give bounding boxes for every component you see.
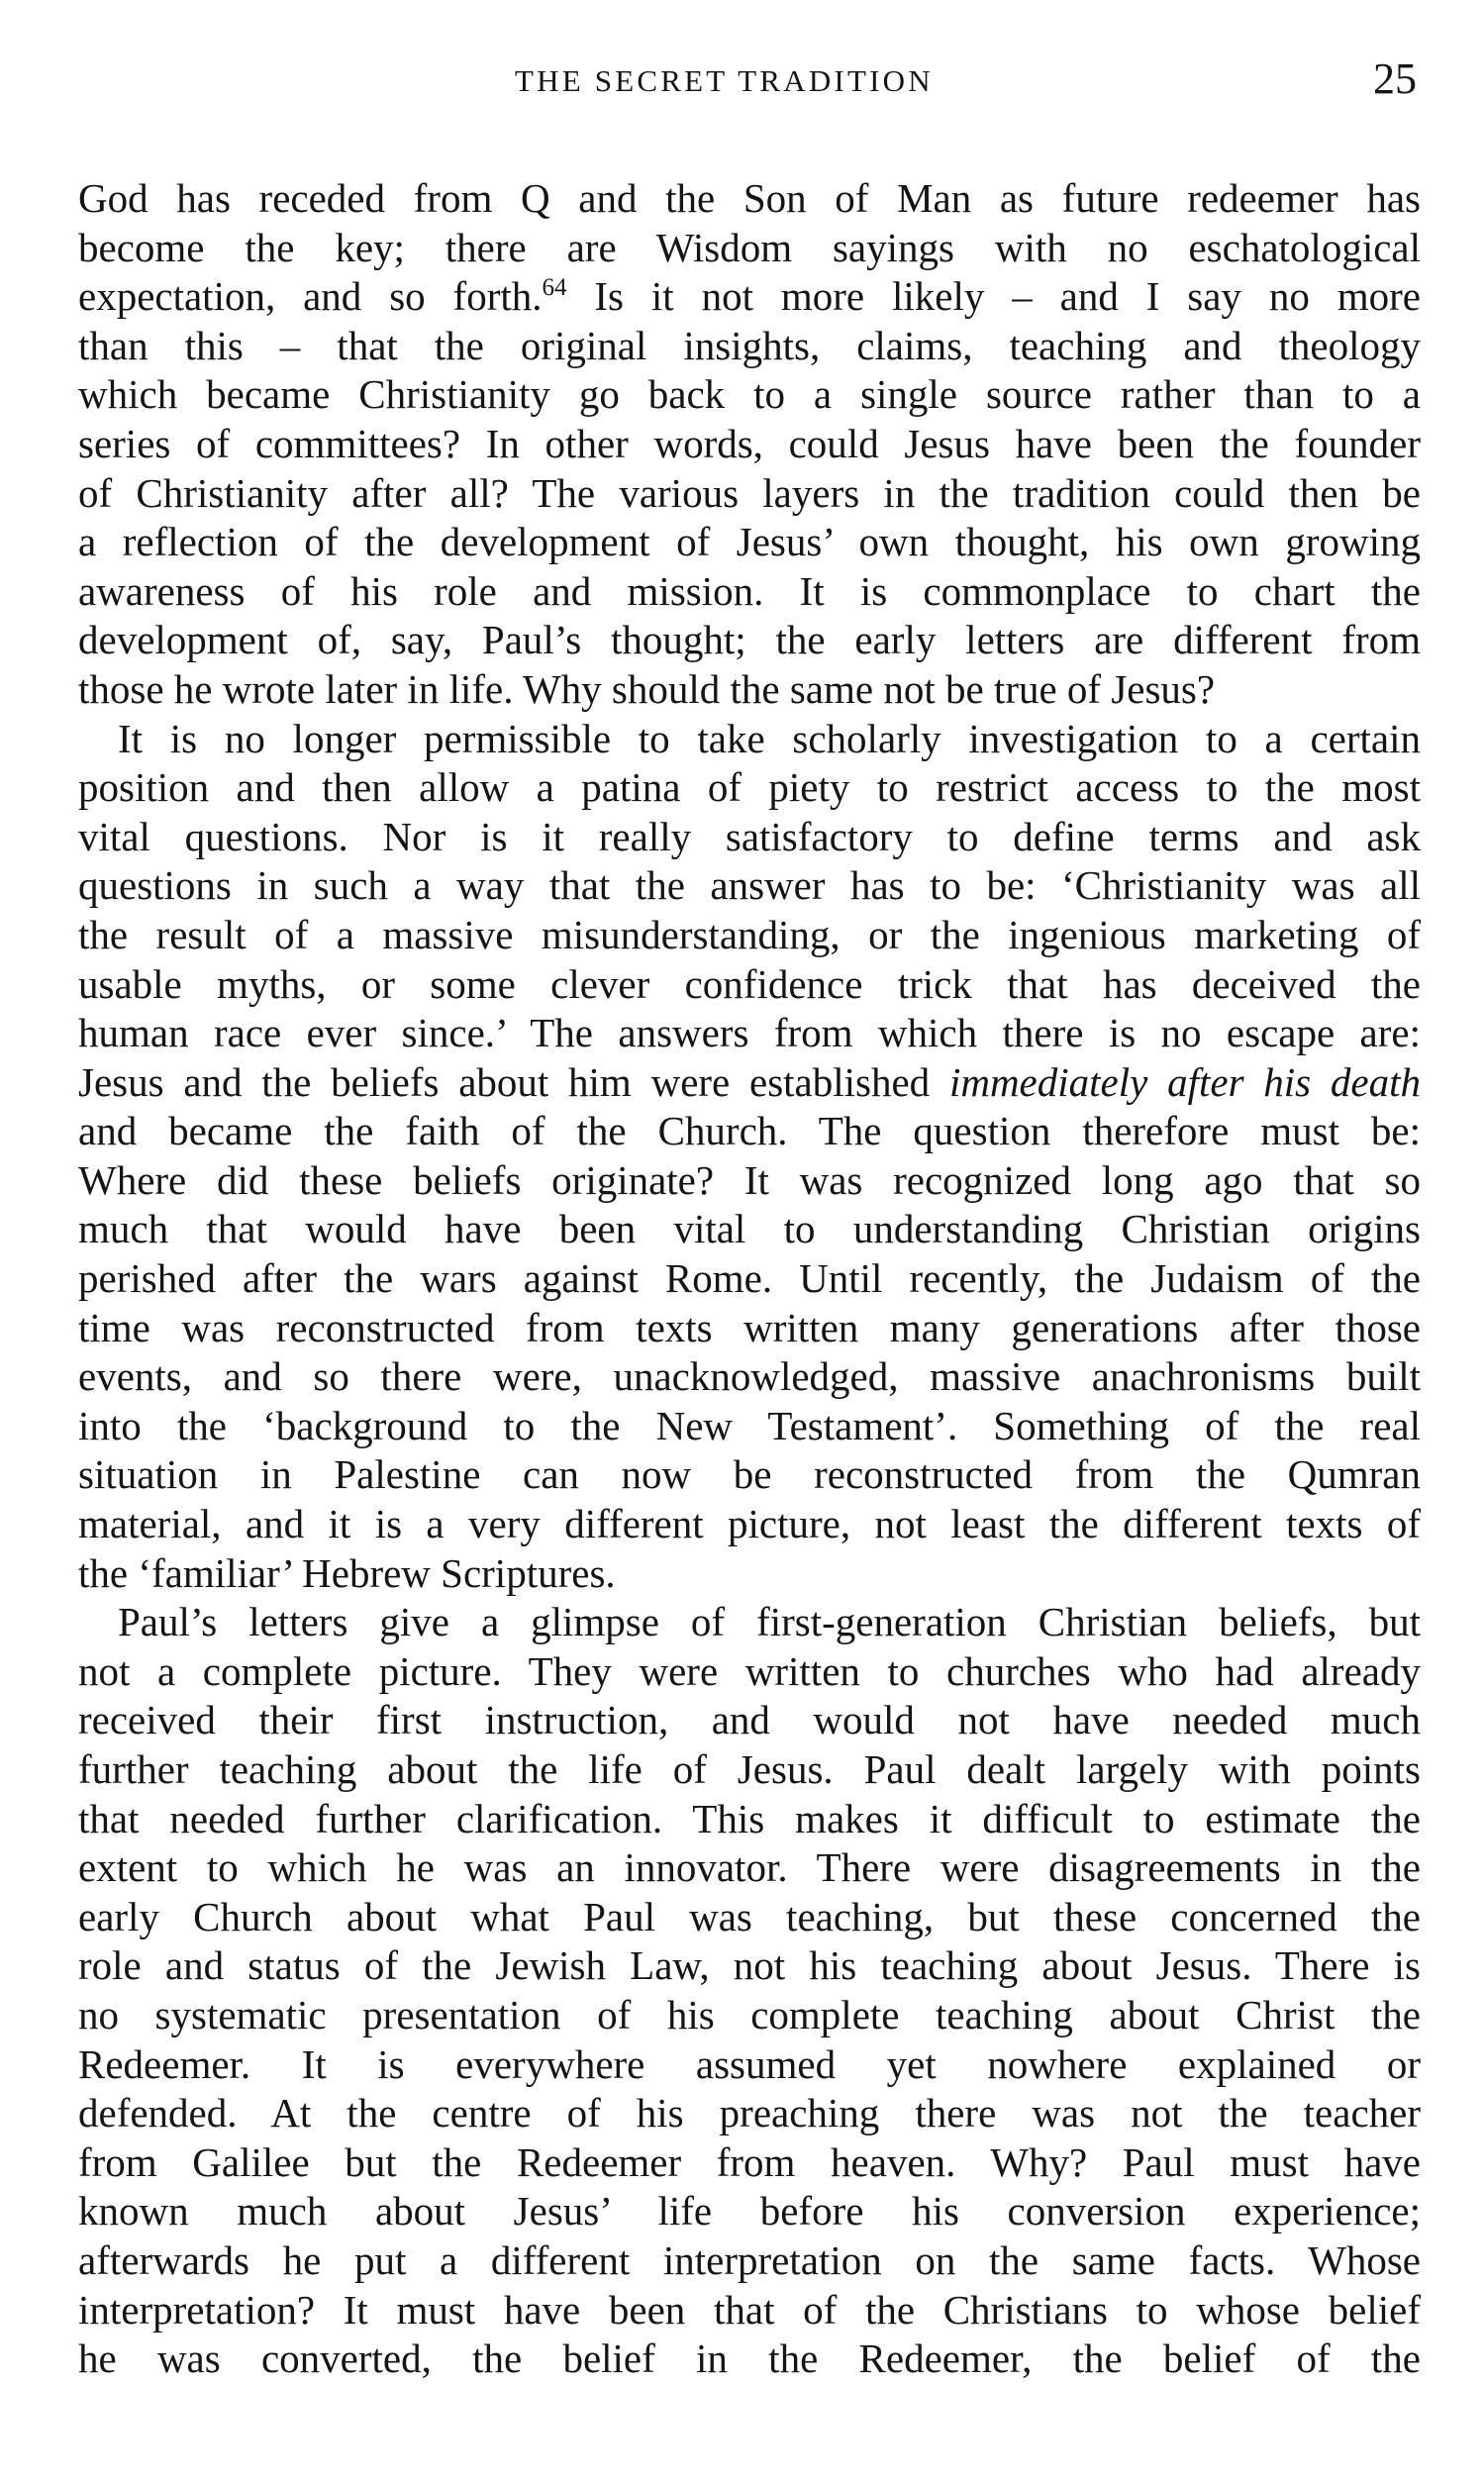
text-line: Redeemer. It is everywhere assumed yet nowhere explained or	[78, 2040, 1421, 2087]
text-line: no systematic presentation of his complete teaching about Christ the	[78, 1991, 1421, 2037]
text-line: material, and it is a very different picture, not least the different texts of	[78, 1501, 1421, 1547]
footnote-reference: 64	[542, 274, 567, 302]
text-line: much that would have been vital to understanding Christian origins	[78, 1206, 1421, 1252]
text-line: Paul’s letters give a glimpse of first-generation Christian beliefs, but	[118, 1599, 1421, 1645]
text-line: series of committees? In other words, could Jesus have been the founder	[78, 420, 1421, 466]
text-line: situation in Palestine can now be reconstructed from the Qumran	[78, 1451, 1421, 1498]
text-line: events, and so there were, unacknowledged, massive anachronisms built	[78, 1353, 1421, 1400]
text-line: from Galilee but the Redeemer from heaven. Why? Paul must have	[78, 2138, 1421, 2185]
text-line: of Christianity after all? The various layers in the tradition could then be	[78, 469, 1421, 516]
text-line: human race ever since.’ The answers from which there is no escape are:	[78, 1010, 1421, 1056]
body-text	[78, 174, 1421, 2384]
text-line	[78, 1058, 1421, 1108]
text-line: early Church about what Paul was teaching, but these concerned the	[78, 1893, 1421, 1939]
paragraph-1	[78, 174, 1421, 715]
text-line: the result of a massive misunderstanding, or the ingenious marketing of	[78, 911, 1421, 957]
text-line: usable myths, or some clever confidence trick that has deceived the	[78, 960, 1421, 1007]
text-line: perished after the wars against Rome. Until recently, the Judaism of the	[78, 1255, 1421, 1302]
text-line	[78, 272, 1421, 322]
text-line: time was reconstructed from texts written many generations after those	[78, 1304, 1421, 1350]
text-line: afterwards he put a different interpretation on the same facts. Whose	[78, 2236, 1421, 2283]
text-line: he was converted, the belief in the Redeemer, the belief of the	[78, 2335, 1421, 2382]
text-line: which became Christianity go back to a single source rather than to a	[78, 371, 1421, 418]
paragraph-2	[78, 715, 1421, 1599]
paragraph-3	[78, 1598, 1421, 2384]
text-line: It is no longer permissible to take scholarly investigation to a certain	[118, 715, 1421, 761]
italic-emphasis: immediately after his death	[948, 1058, 1421, 1105]
text-line: into the ‘background to the New Testament’. Something of the real	[78, 1402, 1421, 1448]
text-segment: Jesus and the beliefs about him were established	[78, 1058, 949, 1105]
text-line: further teaching about the life of Jesus. Paul dealt largely with points	[78, 1746, 1421, 1792]
text-line: become the key; there are Wisdom sayings with no eschatological	[78, 224, 1421, 270]
text-line: that needed further clarification. This makes it difficult to estimate the	[78, 1795, 1421, 1841]
text-line: role and status of the Jewish Law, not his teaching about Jesus. There is	[78, 1942, 1421, 1989]
text-line: development of, say, Paul’s thought; the early letters are different from	[78, 617, 1421, 663]
page-number: 25	[1373, 54, 1417, 103]
text-line: and became the faith of the Church. The question therefore must be:	[78, 1108, 1421, 1154]
text-line: those he wrote later in life. Why should the same not be true of Jesus?	[78, 665, 1216, 712]
text-line: extent to which he was an innovator. There were disagreements in the	[78, 1844, 1421, 1891]
text-line: God has receded from Q and the Son of Man as future redeemer has	[78, 175, 1421, 221]
text-line: the ‘familiar’ Hebrew Scriptures.	[78, 1549, 616, 1596]
text-line: received their first instruction, and would not have needed much	[78, 1697, 1421, 1743]
text-line: questions in such a way that the answer has to be: ‘Christianity was all	[78, 862, 1421, 909]
text-line: Where did these beliefs originate? It was recognized long ago that so	[78, 1156, 1421, 1203]
text-segment: expectation, and so forth.	[78, 273, 543, 320]
text-line: known much about Jesus’ life before his conversion experience;	[78, 2188, 1421, 2235]
text-line: interpretation? It must have been that of the Christians to whose belief	[78, 2286, 1421, 2333]
text-line: a reflection of the development of Jesus’ own thought, his own growing	[78, 519, 1421, 565]
text-line: defended. At the centre of his preaching there was not the teacher	[78, 2090, 1421, 2136]
running-head: THE SECRET TRADITION	[515, 63, 934, 98]
text-segment: Is it not more likely – and I say no more	[566, 273, 1421, 320]
text-line: than this – that the original insights, claims, teaching and theology	[78, 322, 1421, 368]
text-line: awareness of his role and mission. It is commonplace to chart the	[78, 567, 1421, 614]
text-line: position and then allow a patina of piety to restrict access to the most	[78, 764, 1421, 811]
text-line: not a complete picture. They were written to churches who had already	[78, 1647, 1421, 1694]
text-line: vital questions. Nor is it really satisfactory to define terms and ask	[78, 813, 1421, 859]
